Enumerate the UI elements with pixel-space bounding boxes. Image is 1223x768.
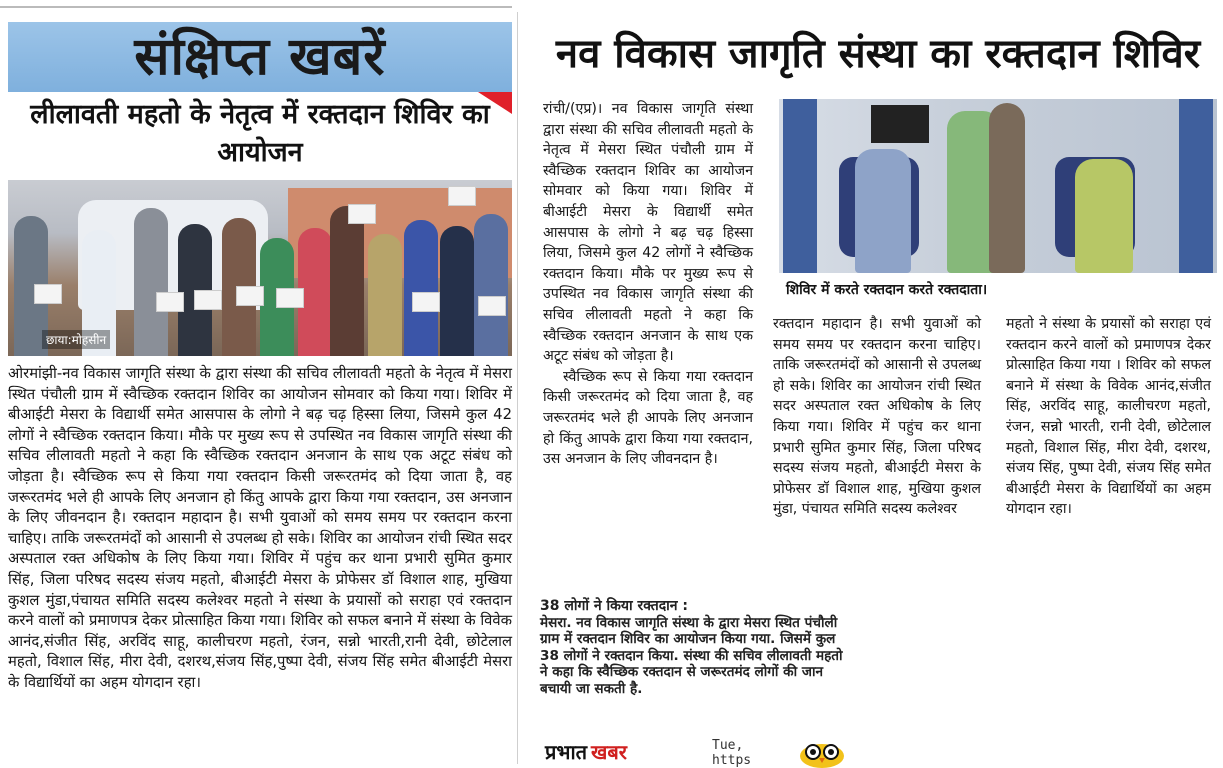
photo-person [330,206,364,356]
top-rule [0,6,512,8]
right-col1-para2: स्वैच्छिक रूप से किया गया रक्तदान किसी जरूरतमंद को दिया जाता है, वह जरूरतमंद भले ही आपके लिए अनजान हो किंतु आपके द्वारा किया गया रक्तदान, उस अनजान के लिए जीवनदान है। [543,368,753,468]
photo-curtain [783,99,817,273]
certificate [348,204,376,224]
photo-person [368,234,402,356]
photo-caption: शिविर में करते रक्तदान करते रक्तदाता। [786,282,988,298]
certificate [194,290,222,310]
right-column-2 [773,314,981,520]
brief-box [540,598,852,698]
photo-person [404,220,438,356]
photo-monitor [871,105,929,143]
logo-word-2: खबर [591,739,627,764]
right-col3-text: महतो ने संस्था के प्रयासों को सराहा एवं रक्तदान करने वालों को प्रमाणपत्र देकर प्रोत्साहित किया गया । शिविर को सफल बनाने में संस्था के विवेक आनंद,संजीत सिंह, अरविंद साहू, कालीचरण महतो, रंजन, सन्नो भारती, रानी देवी, छोटेलाल महतो, विशाल सिंह, मीरा देवी, दशरथ, संजय सिंह, पुष्पा देवी, संजय सिंह समेत बीआईटी मेसरा के विद्यार्थियों का अहम योगदान रहा। [1006,316,1211,518]
brief-box-body: मेसरा. नव विकास जागृति संस्था के द्वारा मेसरा स्थित पंचौली ग्राम में रक्तदान शिविर का आयोजन किया गया. जिसमें कुल 38 लोगों ने रक्तदान किया. संस्था की सचिव लीलावती महतो ने कहा कि स्वैच्छिक रक्तदान से जरूरतमंद लोगों की जान बचायी जा सकती है. [540,614,843,697]
date-stamp-line2: https [712,753,752,768]
date-stamp-line1: Tue, [712,738,744,753]
column-separator [517,12,518,764]
certificate [236,286,264,306]
right-column-1 [543,99,753,470]
certificate [478,296,506,316]
newspaper-logo [545,738,627,764]
photo-person [440,226,474,356]
right-col2-text: रक्तदान महादान है। सभी युवाओं को समय समय पर रक्तदान करना चाहिए। ताकि जरूरतमंदों को आसानी से उपलब्ध हो सके। शिविर का आयोजन रांची स्थित सदर अस्पताल रक्त अधिकोष के लिए किया गया। शिविर में पहुंच कर थाना प्रभारी सुमित कुमार सिंह, जिला परिषद सदस्य संजय महतो, बीआईटी मेसरा के प्रोफेसर डॉ विशाल शाह, मुखिया कुशल मुंडा, पंचायत समिति सदस्य कलेश्वर [773,316,981,518]
right-column-3 [1006,314,1211,520]
photo-person [134,208,168,356]
right-col1-para1: रांची/(एप्र)। नव विकास जागृति संस्था द्वारा संस्था की सचिव लीलावती महतो के नेतृत्व में मेसरा स्थित पंचौली ग्राम में स्वैच्छिक रक्तदान शिविर का आयोजन सोमवार को किया गया। शिविर में बीआईटी मेसरा के विद्यार्थी समेत आसपास के लोगो ने बढ़ चढ़ हिस्सा लिया, जिसमे कुल 42 लोगों ने स्वैच्छिक रक्तदान किया। मौके पर मुख्य रूप से उपस्थित नव विकास जागृति संस्था की सचिव लीलावती महतो ने कहा कि स्वैच्छिक रक्तदान अनजान के साथ एक अटूट संबंध को जोड़ता है। [543,101,753,365]
date-stamp [712,738,751,768]
photo-person [474,214,508,356]
briefs-banner-title: संक्षिप्त खबरें [134,27,386,87]
photo-credit: छाया:मोहसीन [42,330,110,349]
brief-box-title: 38 लोगों ने किया रक्तदान : [540,598,689,614]
certificate [156,292,184,312]
photo-donor [1075,159,1133,273]
left-headline: लीलावती महतो के नेतृत्व में रक्तदान शिविर का आयोजन [30,99,490,168]
right-headline: नव विकास जागृति संस्था का रक्तदान शिविर [555,31,1201,77]
certificate [276,288,304,308]
certificate [34,284,62,304]
certificate [448,186,476,206]
photo-attendant [989,103,1025,273]
briefs-banner [8,22,512,92]
logo-word-1: प्रभात [545,739,588,764]
left-article-text: ओरमांझी-नव विकास जागृति संस्था के द्वारा संस्था की सचिव लीलावती महतो के नेतृत्व में मेसरा स्थित पंचौली ग्राम में स्वैच्छिक रक्तदान शिविर का आयोजन सोमवार को किया गया। शिविर में बीआईटी मेसरा के विद्यार्थी समेत आसपास के लोगो ने बढ़ चढ़ हिस्सा लिया, जिसमे कुल 42 लोगों ने स्वैच्छिक रक्तदान किया। मौके पर मुख्य रूप से उपस्थित नव विकास जागृति संस्था की सचिव लीलावती महतो ने कहा कि स्वैच्छिक रक्तदान अनजान के साथ एक अटूट संबंध को जोड़ता है। स्वैच्छिक रूप से किया गया रक्तदान किसी जरूरतमंद को दिया जाता है, वह जरूरतमंद भले ही आपके लिए अनजान हो किंतु आपके द्वारा किया गया रक्तदान, उस अनजान के लिए जीवनदान है। रक्तदान महादान है। सभी युवाओं को समय समय पर रक्तदान करना चाहिए। ताकि जरूरतमंदों को आसानी से उपलब्ध हो सके। शिविर का आयोजन रांची स्थित सदर अस्पताल रक्त अधिकोष के लिए किया गया। शिविर में पहुंच कर थाना प्रभारी सुमित कुमार सिंह, जिला परिषद सदस्य संजय महतो, बीआईटी मेसरा के प्रोफेसर डॉ विशाल शाह, मुखिया कुशल मुंडा,पंचायत समिति सदस्य कलेश्वर महतो ने संस्था के प्रयासों को सराहा एवं रक्तदान करने वालों को प्रमाणपत्र देकर प्रोत्साहित किया गया। शिविर को सफल बनाने में संस्था के विवेक आनंद,संजीत सिंह, अरविंद साहू, कालीचरण महतो, रंजन, सन्नो भारती,रानी देवी, छोटेलाल महतो, विशाल सिंह, मीरा देवी, दशरथ,संजय सिंह,पुष्पा देवी, संजय सिंह समेत बीआईटी मेसरा के विद्यार्थियों का अहम योगदान रहा। [8,365,512,691]
photo-donor [855,149,911,273]
donation-photo [779,99,1217,273]
certificate [412,292,440,312]
left-article-body [8,364,512,694]
owl-icon [796,736,848,768]
photo-curtain [1179,99,1213,273]
